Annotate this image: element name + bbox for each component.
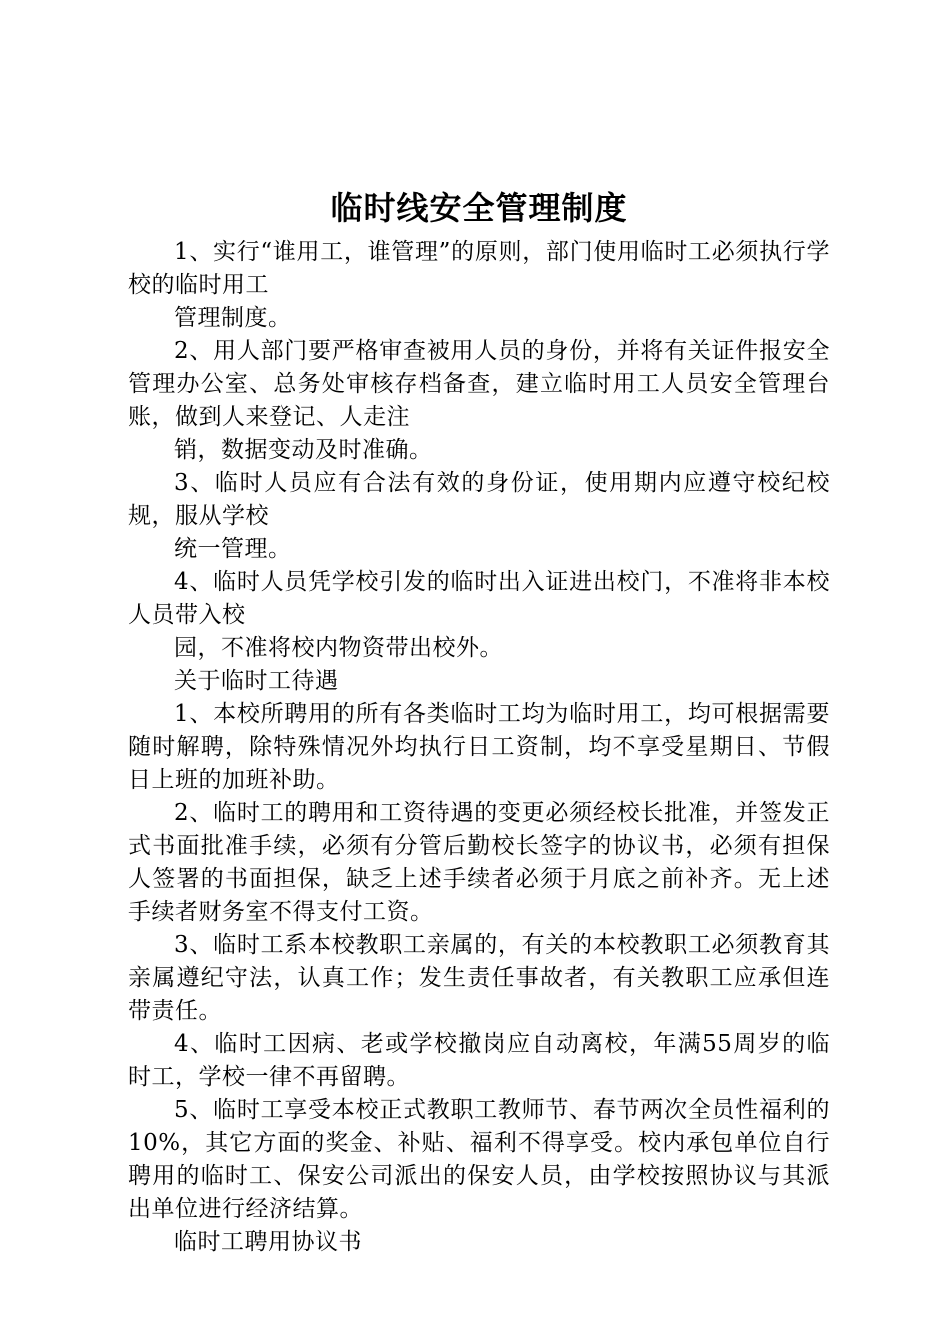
paragraph-rule-3-continuation: 统一管理。 <box>174 536 292 562</box>
paragraph-wage-4: 4、临时工因病、老或学校撤岗应自动离校，年满55周岁的临时工，学校一律不再留聘。 <box>128 1031 830 1090</box>
paragraph-wage-5: 5、临时工享受本校正式教职工教师节、春节两次全员性福利的10%，其它方面的奖金、补贴、福利不得享受。校内承包单位自行聘用的临时工、保安公司派出的保安人员，由学校按照协议与其派出单位进行经济结算。 <box>128 1097 830 1222</box>
paragraph-rule-3: 3、临时人员应有合法有效的身份证，使用期内应遵守校纪校规，服从学校 <box>128 470 830 529</box>
paragraph-rule-1-continuation: 管理制度。 <box>174 305 292 331</box>
paragraph-rule-2: 2、用人部门要严格审查被用人员的身份，并将有关证件报安全管理办公室、总务处审核存档备查，建立临时用工人员安全管理台账，做到人来登记、人走注 <box>128 338 830 430</box>
paragraph-rule-1: 1、实行“谁用工，谁管理”的原则，部门使用临时工必须执行学校的临时用工 <box>128 239 830 298</box>
paragraph-rule-4: 4、临时人员凭学校引发的临时出入证进出校门，不准将非本校人员带入校 <box>128 569 830 628</box>
paragraph-rule-2-continuation: 销，数据变动及时准确。 <box>174 437 433 463</box>
document-body <box>128 182 830 1259</box>
paragraph-wage-2: 2、临时工的聘用和工资待遇的变更必须经校长批准，并签发正式书面批准手续，必须有分管后勤校长签字的协议书，必须有担保人签署的书面担保，缺乏上述手续者必须于月底之前补齐。无上述手续者财务室不得支付工资。 <box>128 800 830 925</box>
section-heading-wages: 关于临时工待遇 <box>174 668 339 694</box>
section-heading-agreement: 临时工聘用协议书 <box>174 1229 362 1255</box>
paragraph-rule-4-continuation: 园，不准将校内物资带出校外。 <box>174 635 503 661</box>
paragraph-wage-1: 1、本校所聘用的所有各类临时工均为临时用工，均可根据需要随时解聘，除特殊情况外均执行日工资制，均不享受星期日、节假日上班的加班补助。 <box>128 701 830 793</box>
document-title: 临时线安全管理制度 <box>330 189 628 227</box>
paragraph-wage-3: 3、临时工系本校教职工亲属的，有关的本校教职工必须教育其亲属遵纪守法，认真工作；发生责任事故者，有关教职工应承但连带责任。 <box>128 932 830 1024</box>
